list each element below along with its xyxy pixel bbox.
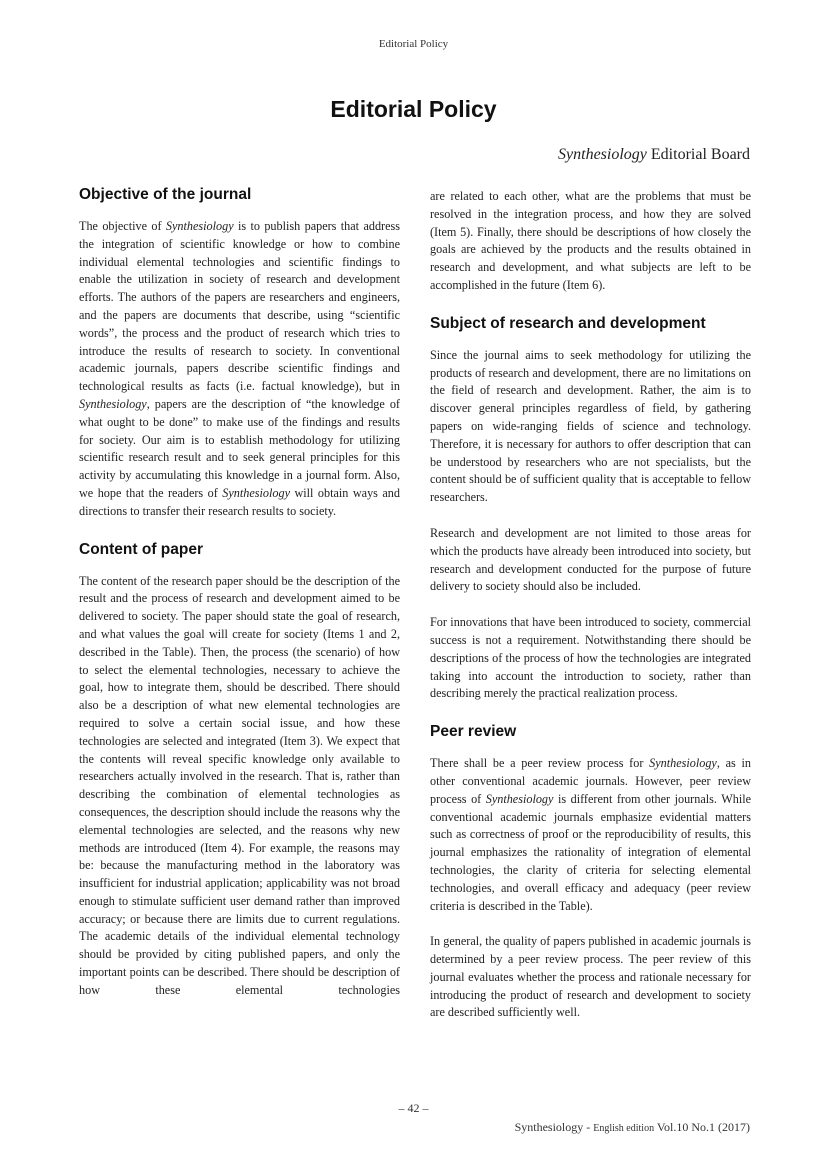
section-heading-peer-review: Peer review (430, 723, 517, 741)
journal-name: Synthesiology (649, 756, 717, 771)
journal-name: Synthesiology (485, 791, 554, 806)
section-heading-subject: Subject of research and development (430, 314, 706, 332)
left-column (79, 184, 400, 1000)
section-heading-content: Content of paper (79, 540, 203, 558)
footer-edition: English edition (593, 1123, 655, 1134)
subject-paragraph-3: For innovations that have been introduced to society, commercial success is not a requirement. Notwithstanding there should be descriptions of the process of how the technologies are integrated taking into account the introduction to society, rather than describing merely the practical realization process. (430, 615, 751, 701)
journal-name: Synthesiology (165, 219, 234, 233)
text-run: will obtain ways and directions to transfer their research results to society. (79, 485, 400, 518)
footer-citation (515, 1120, 750, 1135)
objective-paragraph (79, 218, 400, 521)
text-run: , papers are the description of “the knowledge of what ought to be done” to make use of the findings and results for society. Our aim is to establish methodology for utilizing scientific research result and to seek general principles for this activity by accumulating this knowledge in a journal form. Also, we hope that the readers of (79, 396, 400, 500)
text-run: , as in other conventional academic journals. However, peer review process of (430, 756, 751, 806)
section-heading-objective: Objective of the journal (79, 186, 252, 203)
text-run: is to publish papers that address the integration of scientific knowledge or how to combine individual elemental technologies and scientific findings to enable the utilization in society of research and development efforts. The authors of the papers are researchers and engineers, and the papers are documents that describe, using “scientific words”, the process and the product of research which tries to introduce the results of research to society. In conventional academic journals, papers describe scientific findings and technological results as facts (i.e. factual knowledge), but in (79, 219, 400, 394)
page-title: Editorial Policy (330, 96, 497, 122)
text-run: is different from other journals. While conventional academic journals emphasize evidential matters such as correctness of proof or the reproducibility of results, this journal emphasizes the rationality of integration of elemental technologies, the clarity of criteria for selecting elemental technologies, and overall efficacy and adequacy (peer review criteria is described in the Table). (430, 791, 751, 913)
byline (558, 146, 750, 164)
peer-paragraph-2: In general, the quality of papers published in academic journals is determined by a peer review process. The peer review of this journal evaluates whether the process and rationale necessary for introducing the product of research and development to society are described sufficiently well. (430, 934, 751, 1020)
peer-paragraph-1 (430, 755, 751, 915)
right-column (430, 188, 751, 1022)
text-run: There shall be a peer review process for (430, 756, 650, 771)
subject-paragraph-1: Since the journal aims to seek methodology for utilizing the products of research and development, there are no limitations on the field of research and development. Rather, the aim is to discover general principles regardless of field, by gathering papers on wide-ranging fields of science and technology. Therefore, it is necessary for authors to offer description that can be understood by researchers who are not specialists, but the content should be of sufficient quality that is acceptable to fellow researchers. (430, 347, 751, 505)
subject-paragraph-2: Research and development are not limited to those areas for which the products have already been introduced into society, but research and development conducted for the purpose of future delivery to society should also be included. (430, 525, 751, 594)
running-head: Editorial Policy (378, 38, 449, 50)
footer-volume: Vol.10 No.1 (2017) (654, 1120, 750, 1134)
text-run: The objective of (79, 219, 166, 233)
journal-name: Synthesiology (222, 485, 290, 500)
page-number: – 42 – (398, 1101, 429, 1115)
byline-journal: Synthesiology (558, 146, 647, 163)
byline-rest: Editorial Board (646, 146, 750, 163)
content-paragraph-part2: are related to each other, what are the problems that must be resolved in the integration process, and how they are solved (Item 5). Finally, there should be descriptions of how closely the goals are achieved by the products and the results obtained in research and development, and what subjects are left to be accomplished in the future (Item 6). (430, 189, 751, 292)
content-paragraph-part1: The content of the research paper should be the description of the result and the process of research and development aimed to be delivered to society. The paper should state the goal of research, and what values the goal will create for society (Items 1 and 2, described in the Table). Then, the process (the scenario) of how to select the elemental technologies, necessary to achieve the goal, how to integrate them, should be described. There should also be a description of what new elemental technologies are required to solve a certain social issue, and how these technologies are selected and integrated (Item 3). We expect that the contents will reveal specific knowledge only available to researchers actually involved in the research. That is, rather than describing the combination of elemental technologies as consequences, the description should include the reasons why the elemental technologies are selected, and the reasons why new methods are introduced (Item 4). For example, the reasons may be: because the manufacturing method in the laboratory was insufficient for industrial application; applicability was not broad enough to stimulate sufficient user demand rather than improved accuracy; or because there are limits due to current regulations. The academic details of the individual elemental technology should be provided by citing published papers, and only the important points can be described. There should be description of how these elemental technologies (79, 573, 400, 997)
footer-journal: Synthesiology - (514, 1120, 594, 1134)
journal-name: Synthesiology (79, 396, 147, 411)
